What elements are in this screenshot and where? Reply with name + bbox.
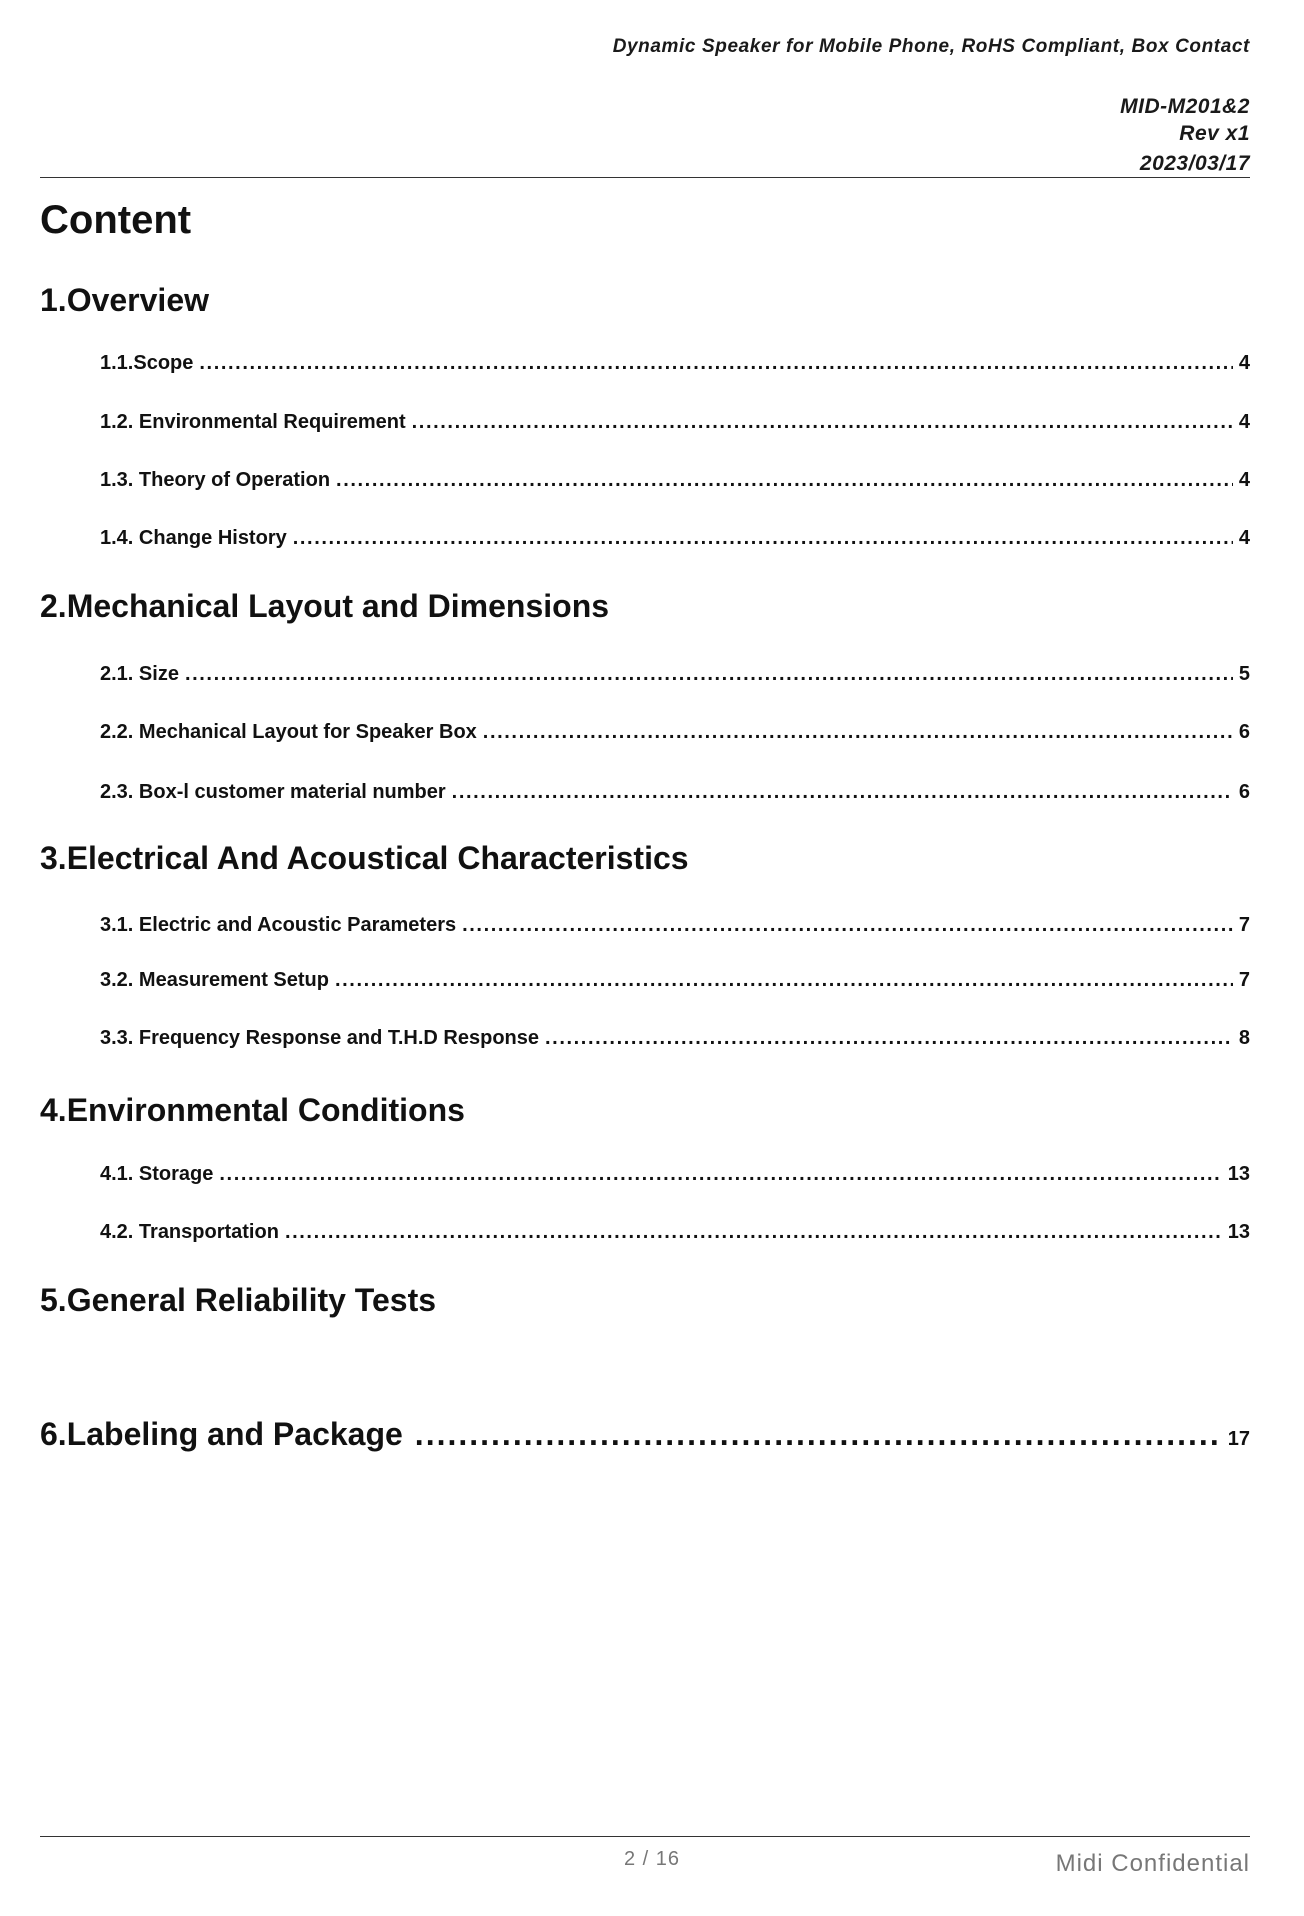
toc-dot-leader [415, 1416, 1220, 1453]
toc-entry-label: 3.3. Frequency Response and T.H.D Response [100, 1027, 540, 1049]
toc-entry-size[interactable] [100, 663, 1250, 686]
toc-entry-page: 13 [1227, 1163, 1250, 1185]
toc-entry-page: 6 [1238, 781, 1250, 803]
toc-dot-leader [335, 969, 1233, 992]
toc-entry-page: 4 [1238, 469, 1250, 491]
toc-entry-page: 7 [1238, 914, 1250, 936]
footer-divider [40, 1836, 1250, 1837]
toc-entry-label: 1.1.Scope [100, 352, 194, 374]
section-heading-mechanical-layout: 2.Mechanical Layout and Dimensions [40, 588, 610, 624]
toc-entry-transportation[interactable] [100, 1221, 1250, 1244]
toc-dot-leader [452, 781, 1233, 804]
page-indicator: 2 / 16 [623, 1848, 681, 1870]
toc-entry-page: 7 [1238, 969, 1250, 991]
toc-entry-label: 3.1. Electric and Acoustic Parameters [100, 914, 457, 936]
toc-entry-storage[interactable] [100, 1163, 1250, 1186]
toc-entry-label: 2.1. Size [100, 663, 179, 685]
header-divider [40, 177, 1250, 178]
toc-entry-scope[interactable] [100, 352, 1250, 375]
document-date: 2023/03/17 [1139, 152, 1250, 175]
toc-entry-mechanical-layout-speaker-box[interactable] [100, 721, 1250, 744]
toc-entry-change-history[interactable] [100, 527, 1250, 550]
toc-entry-page: 6 [1238, 721, 1250, 743]
document-revision: Rev x1 [1179, 122, 1250, 145]
toc-entry-environmental-requirement[interactable] [100, 411, 1250, 434]
toc-dot-leader [219, 1163, 1221, 1186]
toc-entry-label: 1.4. Change History [100, 527, 287, 549]
confidential-label: Midi Confidential [1055, 1850, 1250, 1877]
toc-entry-electric-acoustic-parameters[interactable] [100, 914, 1250, 937]
toc-entry-label: 3.2. Measurement Setup [100, 969, 329, 991]
section-heading-general-reliability: 5.General Reliability Tests [40, 1282, 437, 1318]
toc-entry-label: 4.1. Storage [100, 1163, 214, 1185]
document-number: MID-M201&2 [1120, 95, 1250, 118]
toc-entry-label: 2.2. Mechanical Layout for Speaker Box [100, 721, 477, 743]
toc-dot-leader [483, 721, 1233, 744]
toc-entry-theory-of-operation[interactable] [100, 469, 1250, 492]
section-heading-environmental-conditions: 4.Environmental Conditions [40, 1092, 465, 1128]
toc-dot-leader [285, 1221, 1222, 1244]
toc-dot-leader [293, 527, 1233, 550]
toc-entry-page: 8 [1238, 1027, 1250, 1049]
toc-entry-labeling-package[interactable] [40, 1416, 1250, 1453]
toc-entry-page: 4 [1238, 527, 1250, 549]
toc-major-label: 6.Labeling and Package [40, 1416, 403, 1452]
toc-entry-label: 1.3. Theory of Operation [100, 469, 331, 491]
toc-entry-page: 13 [1227, 1221, 1250, 1243]
toc-dot-leader [336, 469, 1233, 492]
document-header-title: Dynamic Speaker for Mobile Phone, RoHS Compliant, Box Contact [612, 36, 1250, 57]
toc-dot-leader [462, 914, 1233, 937]
toc-entry-label: 2.3. Box-l customer material number [100, 781, 446, 803]
toc-dot-leader [412, 411, 1233, 434]
toc-entry-label: 4.2. Transportation [100, 1221, 279, 1243]
toc-dot-leader [545, 1027, 1233, 1050]
section-heading-electrical-acoustical: 3.Electrical And Acoustical Characteristics [40, 840, 689, 876]
toc-entry-measurement-setup[interactable] [100, 969, 1250, 992]
toc-dot-leader [199, 352, 1232, 375]
toc-entry-page: 5 [1238, 663, 1250, 685]
section-heading-overview: 1.Overview [40, 282, 209, 318]
toc-major-page: 17 [1227, 1428, 1250, 1450]
toc-entry-frequency-response[interactable] [100, 1027, 1250, 1050]
toc-entry-label: 1.2. Environmental Requirement [100, 411, 406, 433]
toc-entry-customer-material-number[interactable] [100, 781, 1250, 804]
page-title: Content [40, 198, 192, 242]
toc-entry-page: 4 [1238, 352, 1250, 374]
toc-entry-page: 4 [1238, 411, 1250, 433]
toc-dot-leader [185, 663, 1233, 686]
